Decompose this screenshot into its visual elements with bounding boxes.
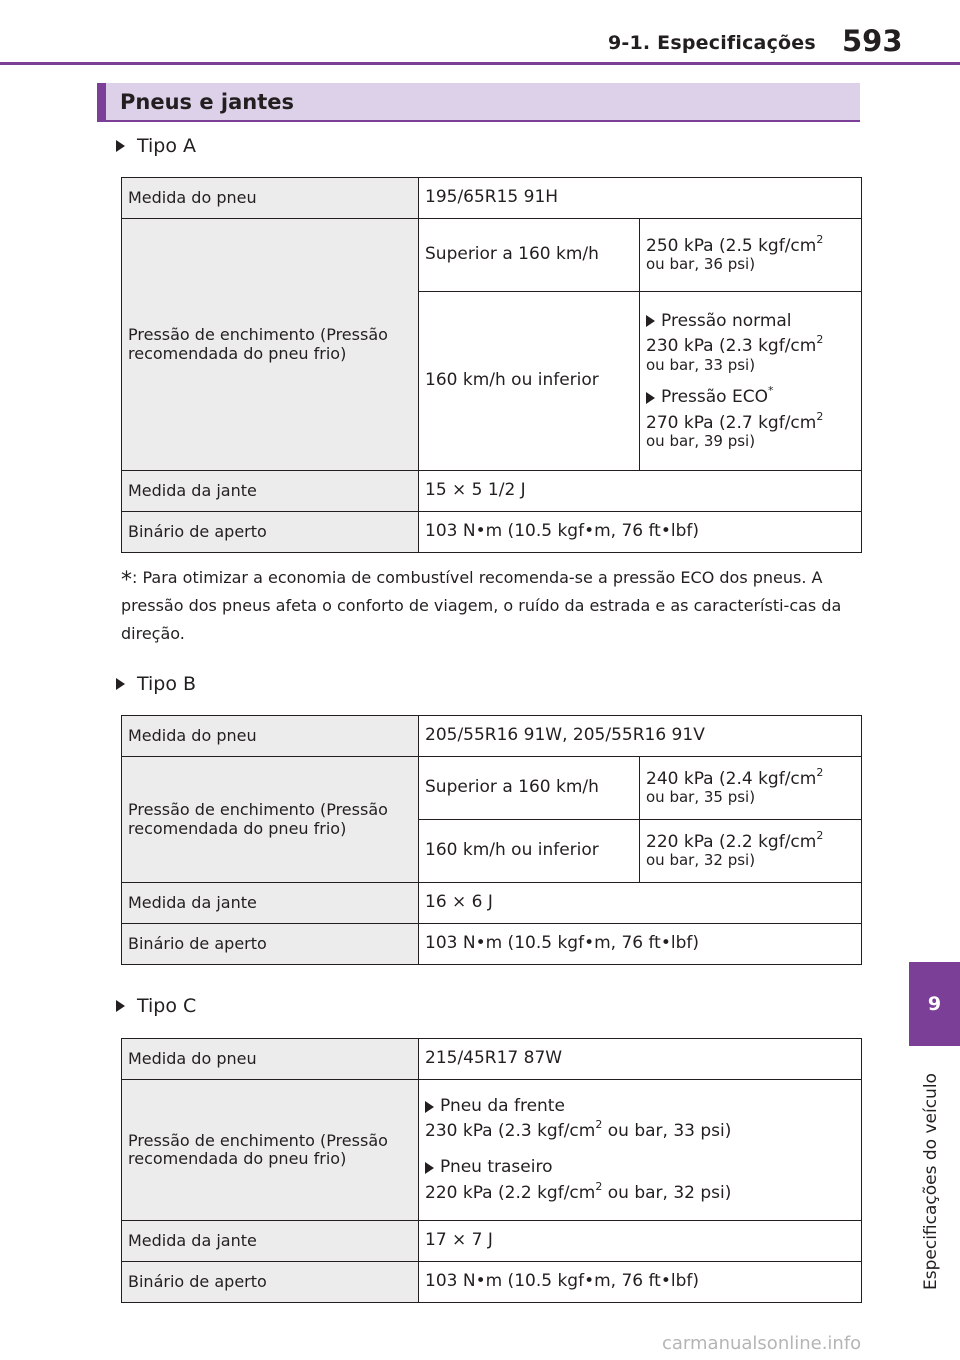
page-number: 593 (842, 24, 903, 58)
high-speed-label: Superior a 160 km/h (419, 219, 640, 292)
header-rule (0, 62, 960, 65)
table-row (122, 883, 862, 924)
section-title: Pneus e jantes (120, 90, 294, 114)
table-row (122, 1039, 862, 1080)
type-a-label: Tipo A (137, 135, 197, 157)
type-c-table (121, 1038, 862, 1303)
type-c-heading (116, 995, 196, 1017)
triangle-bullet-icon (646, 315, 655, 327)
table-row (122, 512, 862, 553)
asterisk: * (767, 384, 774, 397)
pressure-tail: ou bar, 35 psi) (646, 788, 756, 807)
rim-size-value: 16 × 6 J (419, 883, 862, 924)
triangle-bullet-icon (116, 1000, 125, 1012)
superscript: 2 (816, 333, 824, 347)
rear-tire-label: Pneu traseiro (440, 1157, 553, 1177)
table-row (122, 471, 862, 512)
section-heading-bar (97, 83, 860, 122)
superscript: 2 (595, 1118, 603, 1132)
pressure-value: 270 kPa (2.7 kgf/cm (646, 412, 817, 433)
low-speed-pressure (640, 820, 862, 883)
eco-pressure-heading (646, 384, 855, 408)
triangle-bullet-icon (116, 678, 125, 690)
table-row (122, 1221, 862, 1262)
tire-size-label: Medida do pneu (122, 178, 419, 219)
triangle-bullet-icon (425, 1162, 434, 1174)
type-b-heading (116, 673, 196, 695)
torque-value: 103 N•m (10.5 kgf•m, 76 ft•lbf) (419, 512, 862, 553)
table-row (122, 178, 862, 219)
pressure-value: 230 kPa (2.3 kgf/cm (646, 336, 817, 357)
triangle-bullet-icon (646, 392, 655, 404)
pressure-value: 230 kPa (2.3 kgf/cm (425, 1121, 596, 1142)
table-row (122, 757, 862, 820)
eco-pressure-label: Pressão ECO (661, 387, 768, 407)
type-c-label: Tipo C (137, 995, 197, 1017)
triangle-bullet-icon (425, 1101, 434, 1113)
normal-pressure-label: Pressão normal (661, 310, 792, 331)
tire-size-value: 195/65R15 91H (419, 178, 862, 219)
torque-label: Binário de aperto (122, 512, 419, 553)
pressure-tail: ou bar, 39 psi) (646, 432, 756, 451)
high-speed-label: Superior a 160 km/h (419, 757, 640, 820)
tire-size-value: 205/55R16 91W, 205/55R16 91V (419, 716, 862, 757)
superscript: 2 (816, 409, 824, 423)
pressure-label: Pressão de enchimento (Pressão recomendada do pneu frio) (122, 219, 419, 471)
pressure-tail: ou bar, 32 psi) (602, 1182, 732, 1203)
pressure-tail: ou bar, 33 psi) (646, 355, 756, 374)
pressure-label: Pressão de enchimento (Pressão recomendada do pneu frio) (122, 1080, 419, 1221)
torque-value: 103 N•m (10.5 kgf•m, 76 ft•lbf) (419, 924, 862, 965)
pressure-label: Pressão de enchimento (Pressão recomendada do pneu frio) (122, 757, 419, 883)
chapter-side-label: Especificações do veículo (921, 1073, 941, 1290)
table-row (122, 1080, 862, 1221)
pressure-value: 220 kPa (2.2 kgf/cm (646, 831, 817, 852)
watermark: carmanualsonline.info (662, 1333, 862, 1354)
triangle-bullet-icon (116, 140, 125, 152)
superscript: 2 (816, 232, 824, 246)
running-header-title: 9-1. Especificações (608, 32, 816, 54)
table-row (122, 1262, 862, 1303)
tire-size-value: 215/45R17 87W (419, 1039, 862, 1080)
footnote-asterisk: * (121, 568, 132, 593)
footnote-text: : Para otimizar a economia de combustível recomenda-se a pressão ECO dos pneus. A pressão dos pneus afeta o conforto de viagem, o ruído da estrada e as característi-cas da direção. (121, 568, 842, 643)
pressure-tail: ou bar, 36 psi) (646, 255, 756, 274)
torque-label: Binário de aperto (122, 924, 419, 965)
rim-size-value: 15 × 5 1/2 J (419, 471, 862, 512)
front-tire-heading (425, 1097, 855, 1117)
tire-size-label: Medida do pneu (122, 1039, 419, 1080)
superscript: 2 (816, 765, 824, 779)
table-row (122, 219, 862, 292)
high-speed-pressure (640, 219, 862, 292)
low-speed-label: 160 km/h ou inferior (419, 820, 640, 883)
low-speed-label: 160 km/h ou inferior (419, 292, 640, 471)
front-rear-pressures (419, 1080, 862, 1221)
type-a-table (121, 177, 862, 553)
normal-pressure-heading (646, 312, 855, 332)
rim-size-label: Medida da jante (122, 883, 419, 924)
front-tire-label: Pneu da frente (440, 1095, 565, 1116)
rim-size-label: Medida da jante (122, 471, 419, 512)
type-b-table (121, 715, 862, 965)
pressure-value: 240 kPa (2.4 kgf/cm (646, 768, 817, 789)
pressure-value: 250 kPa (2.5 kgf/cm (646, 235, 817, 256)
table-row (122, 924, 862, 965)
superscript: 2 (595, 1179, 603, 1193)
eco-footnote (121, 563, 861, 648)
torque-value: 103 N•m (10.5 kgf•m, 76 ft•lbf) (419, 1262, 862, 1303)
torque-label: Binário de aperto (122, 1262, 419, 1303)
superscript: 2 (816, 828, 824, 842)
pressure-tail: ou bar, 32 psi) (646, 851, 756, 870)
rim-size-label: Medida da jante (122, 1221, 419, 1262)
tire-size-label: Medida do pneu (122, 716, 419, 757)
rear-tire-heading (425, 1158, 855, 1178)
type-b-label: Tipo B (137, 673, 197, 695)
rim-size-value: 17 × 7 J (419, 1221, 862, 1262)
high-speed-pressure (640, 757, 862, 820)
chapter-tab: 9 (909, 962, 960, 1046)
table-row (122, 716, 862, 757)
pressure-tail: ou bar, 33 psi) (602, 1121, 732, 1142)
pressure-value: 220 kPa (2.2 kgf/cm (425, 1182, 596, 1203)
type-a-heading (116, 135, 196, 157)
low-speed-pressures (640, 292, 862, 471)
